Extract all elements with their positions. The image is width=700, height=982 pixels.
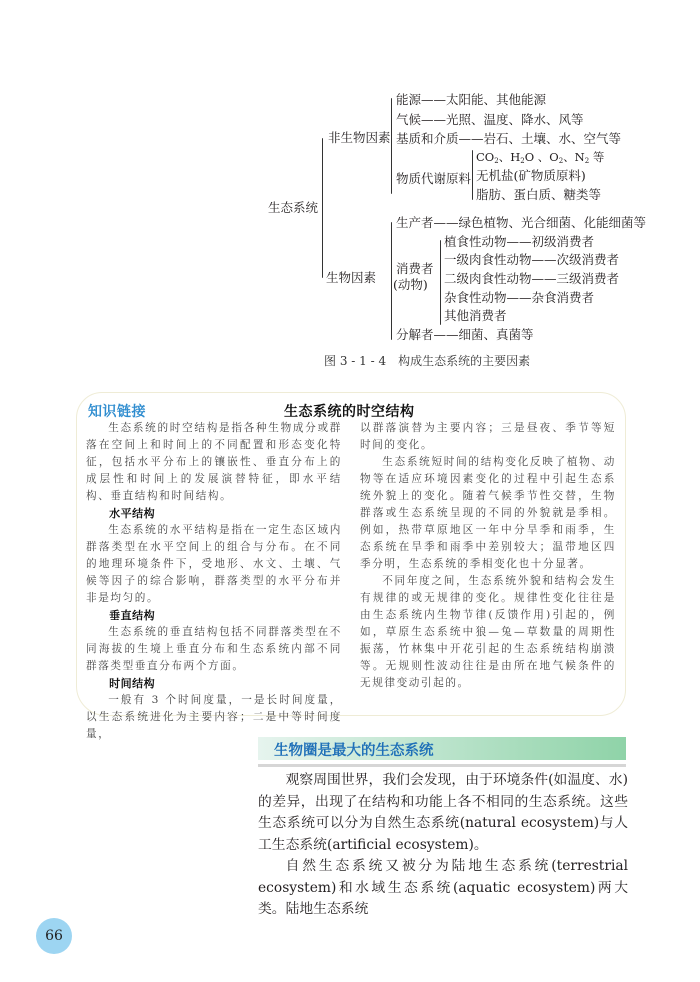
producer-line: 生产者——绿色植物、光合细菌、化能细菌等 (396, 215, 647, 230)
paragraph: 以群落演替为主要内容；三是昼夜、季节等短时间的变化。 (360, 422, 616, 451)
paragraph: 自然生态系统又被分为陆地生态系统(terrestrial ecosystem)和水域生态系统(aquatic ecosystem)两大类。陆地生态系统 (258, 858, 628, 917)
paragraph: 不同年度之间，生态系统外貌和结构会发生有规律的或无规律的变化。规律性变化往往是由生态系统内生物节律(反馈作用)引起的，例如，草原生态系统中狼—兔—草数量的周期性振荡，竹林集中开花引起的生态系统结构崩溃等。无规则性波动往往是由所在地气候条件的无规律变动引起的。 (360, 575, 616, 689)
page-number-badge: 66 (36, 918, 72, 954)
knowledge-box-title: 生态系统的时空结构 (284, 404, 415, 420)
consumer-item: 一级肉食性动物——次级消费者 (444, 252, 620, 267)
subheading-time: 时间结构 (109, 677, 156, 690)
consumer-brace (440, 240, 441, 325)
knowledge-left-column (86, 420, 342, 743)
paragraph: 观察周围世界，我们会发现，由于环境条件(如温度、水)的差异，出现了在结构和功能上各不相同的生态系统。这些生态系统可以分为自然生态系统(natural ecosystem)与人工生态系统(artificial ecosystem)。 (258, 772, 628, 853)
metabolic-label: 物质代谢原料 (396, 171, 472, 186)
subheading-horizontal: 水平结构 (109, 507, 156, 520)
consumer-sublabel: (动物) (393, 277, 428, 292)
diagram-root: 生态系统 (268, 200, 319, 215)
paragraph: 生态系统的时空结构是指各种生物成分或群落在空间上和时间上的不同配置和形态变化特征，包括水平分布上的镶嵌性、垂直分布上的成层性和时间上的发展演替特征，即水平结构、垂直结构和时间结构。 (86, 422, 342, 502)
figure-caption: 图 3 - 1 - 4 构成生态系统的主要因素 (324, 354, 531, 368)
biotic-brace (391, 222, 392, 340)
section-heading-bar (258, 737, 626, 760)
abiotic-brace (391, 98, 392, 194)
section-heading: 生物圈是最大的生态系统 (274, 743, 434, 759)
consumer-label: 消费者 (396, 261, 434, 276)
abiotic-item: 基质和介质——岩石、土壤、水、空气等 (396, 131, 622, 146)
consumer-item: 植食性动物——初级消费者 (444, 234, 595, 249)
root-brace (322, 138, 323, 278)
paragraph: 生态系统短时间的结构变化反映了植物、动物等在适应环境因素变化的过程中引起生态系统外貌上的变化。随着气候季节性交替，生物群落或生态系统呈现的不同的外貌就是季相。例如，热带草原地区一年中分旱季和雨季，生态系统在旱季和雨季中差别较大；温带地区四季分明，生态系统的季相变化也十分显著。 (360, 456, 616, 570)
paragraph: 生态系统的水平结构是指在一定生态区域内群落类型在水平空间上的组合与分布。在不同的地理环境条件下，受地形、水文、土壤、气候等因子的综合影响，群落类型的水平分布并非是均匀的。 (86, 524, 342, 604)
section-body (258, 770, 628, 921)
subheading-vertical: 垂直结构 (109, 609, 156, 622)
paragraph: 一般有 3 个时间度量，一是长时间度量，以生态系统进化为主要内容；二是中等时间度量， (86, 694, 342, 740)
gases-line: $CO_2$、$H_2O$ 、$O_2$、$N_2$ 等 (476, 150, 605, 165)
organic-line: 脂肪、蛋白质、糖类等 (476, 187, 602, 202)
abiotic-label: 非生物因素 (328, 130, 391, 145)
metabolic-brace (472, 150, 473, 200)
paragraph: 生态系统的垂直结构包括不同群落类型在不同海拔的生境上垂直分布和生态系统内部不同群落类型垂直分布两个方面。 (86, 626, 342, 672)
abiotic-item: 气候——光照、温度、降水、风等 (396, 112, 584, 127)
knowledge-right-column (360, 420, 616, 692)
abiotic-item: 能源——太阳能、其他能源 (396, 92, 547, 107)
consumer-item: 其他消费者 (444, 308, 507, 323)
inorganic-line: 无机盐(矿物质原料) (476, 168, 586, 183)
biotic-label: 生物因素 (326, 270, 377, 285)
consumer-item: 杂食性动物——杂食消费者 (444, 290, 595, 305)
consumer-item: 二级肉食性动物——三级消费者 (444, 271, 620, 286)
section-divider (258, 764, 626, 767)
decomposer-line: 分解者——细菌、真菌等 (396, 327, 534, 342)
knowledge-link-tag: 知识链接 (88, 404, 146, 420)
